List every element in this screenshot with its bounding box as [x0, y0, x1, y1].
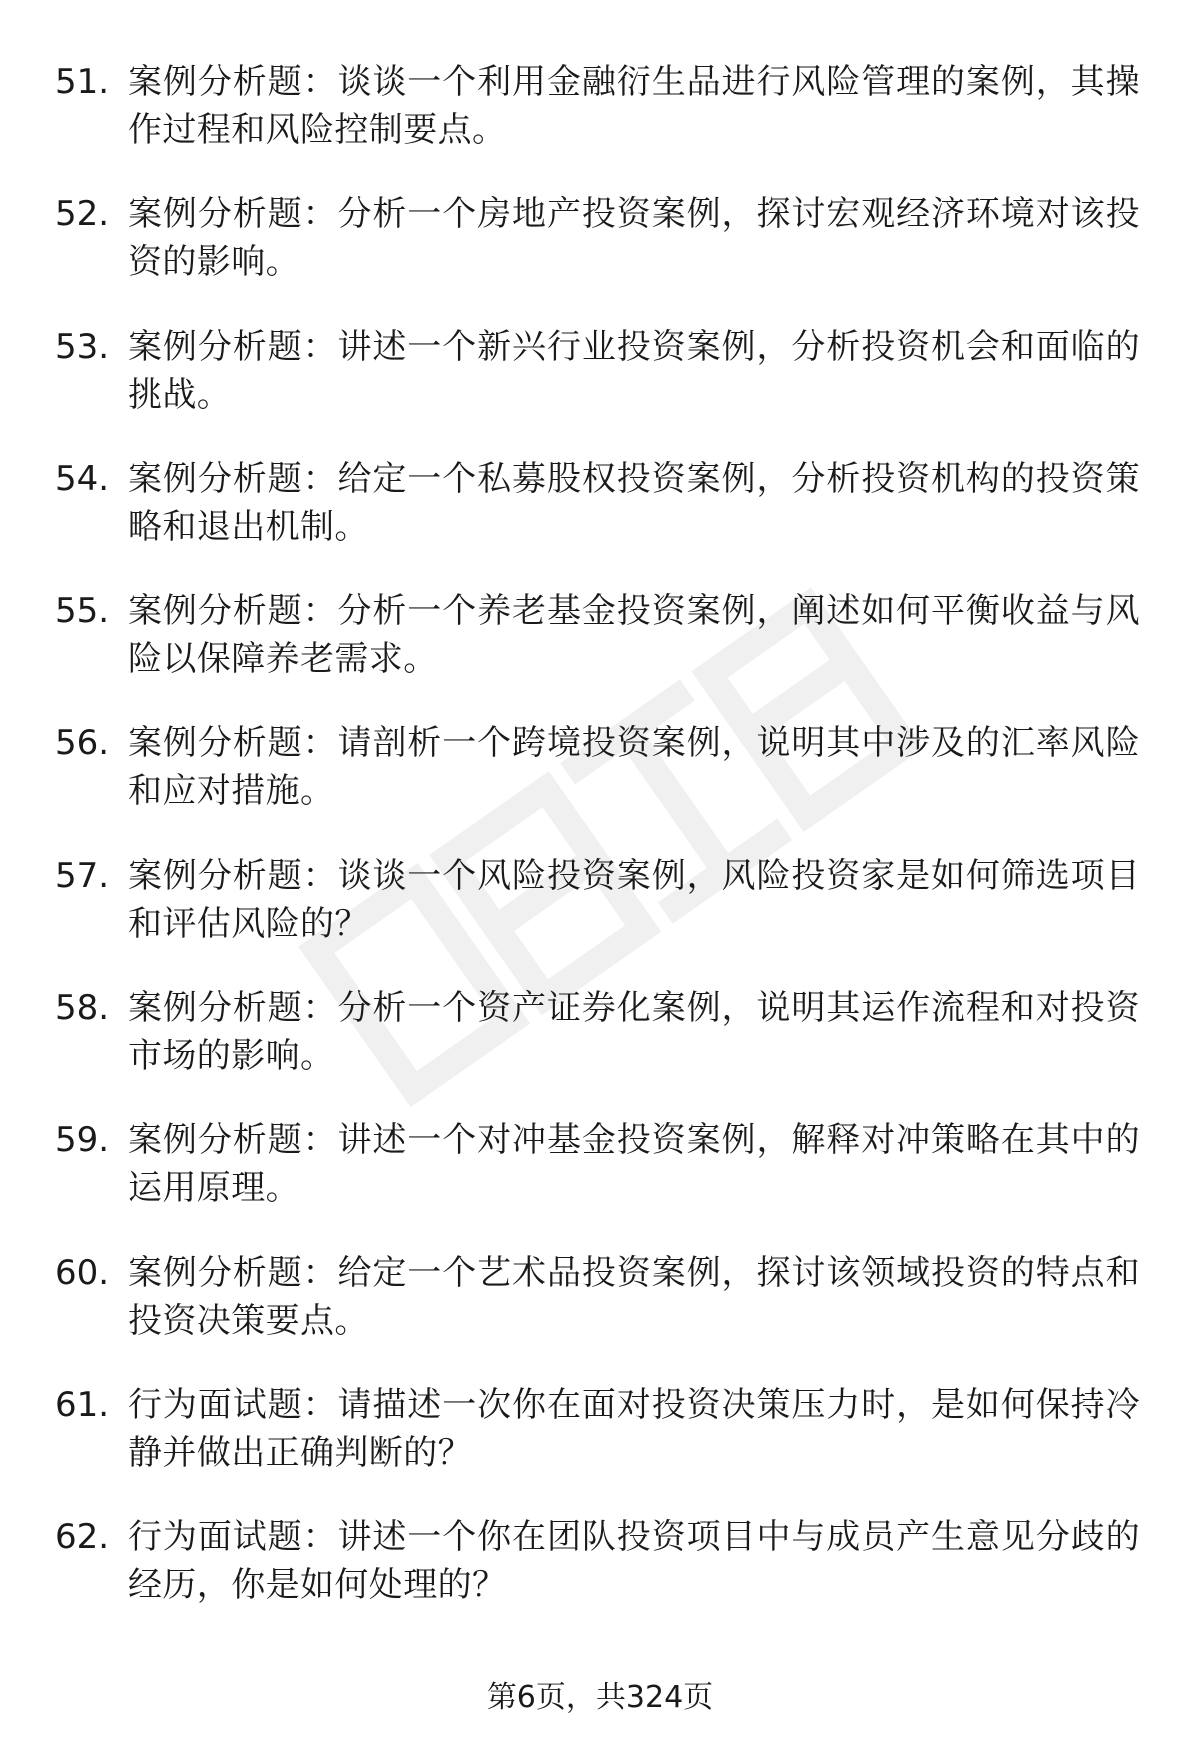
question-text: 案例分析题：讲述一个新兴行业投资案例，分析投资机会和面临的挑战。	[128, 326, 1140, 415]
question-text: 案例分析题：谈谈一个风险投资案例，风险投资家是如何筛选项目和评估风险的？	[128, 855, 1140, 944]
question-text: 案例分析题：谈谈一个利用金融衍生品进行风险管理的案例，其操作过程和风险控制要点。	[128, 62, 1140, 150]
question-number: 62.	[55, 1517, 110, 1558]
question-number: 54.	[55, 458, 110, 499]
question-number: 51.	[55, 62, 110, 102]
question-number: 56.	[55, 723, 110, 764]
question-item	[0, 587, 1200, 697]
question-list	[0, 58, 1200, 1646]
question-item	[0, 1381, 1200, 1491]
question-text: 案例分析题：给定一个私募股权投资案例，分析投资机构的投资策略和退出机制。	[128, 458, 1140, 547]
question-item	[0, 719, 1200, 829]
question-item	[0, 58, 1200, 168]
question-number: 61.	[55, 1384, 110, 1425]
question-text: 案例分析题：请剖析一个跨境投资案例，说明其中涉及的汇率风险和应对措施。	[128, 723, 1140, 812]
question-number: 53.	[55, 326, 110, 367]
question-text: 案例分析题：分析一个资产证券化案例，说明其运作流程和对投资市场的影响。	[128, 988, 1140, 1077]
question-text: 案例分析题：分析一个房地产投资案例，探讨宏观经济环境对该投资的影响。	[128, 194, 1140, 283]
question-item	[0, 1249, 1200, 1359]
question-number: 59.	[55, 1120, 110, 1161]
question-item	[0, 984, 1200, 1094]
question-text: 案例分析题：给定一个艺术品投资案例，探讨该领域投资的特点和投资决策要点。	[128, 1252, 1140, 1341]
question-item	[0, 1513, 1200, 1623]
question-item	[0, 190, 1200, 300]
question-number: 52.	[55, 194, 110, 235]
question-item	[0, 852, 1200, 962]
question-text: 行为面试题：请描述一次你在面对投资决策压力时，是如何保持冷静并做出正确判断的？	[128, 1384, 1140, 1473]
question-text: 行为面试题：讲述一个你在团队投资项目中与成员产生意见分歧的经历，你是如何处理的？	[128, 1517, 1140, 1606]
question-item	[0, 323, 1200, 433]
question-text: 案例分析题：分析一个养老基金投资案例，阐述如何平衡收益与风险以保障养老需求。	[128, 591, 1140, 680]
question-number: 57.	[55, 855, 110, 896]
question-item	[0, 1116, 1200, 1226]
page-indicator: 第6页，共324页	[486, 1680, 714, 1715]
question-number: 55.	[55, 591, 110, 632]
question-item	[0, 455, 1200, 565]
question-number: 60.	[55, 1252, 110, 1293]
question-text: 案例分析题：讲述一个对冲基金投资案例，解释对冲策略在其中的运用原理。	[128, 1120, 1140, 1209]
question-number: 58.	[55, 988, 110, 1029]
